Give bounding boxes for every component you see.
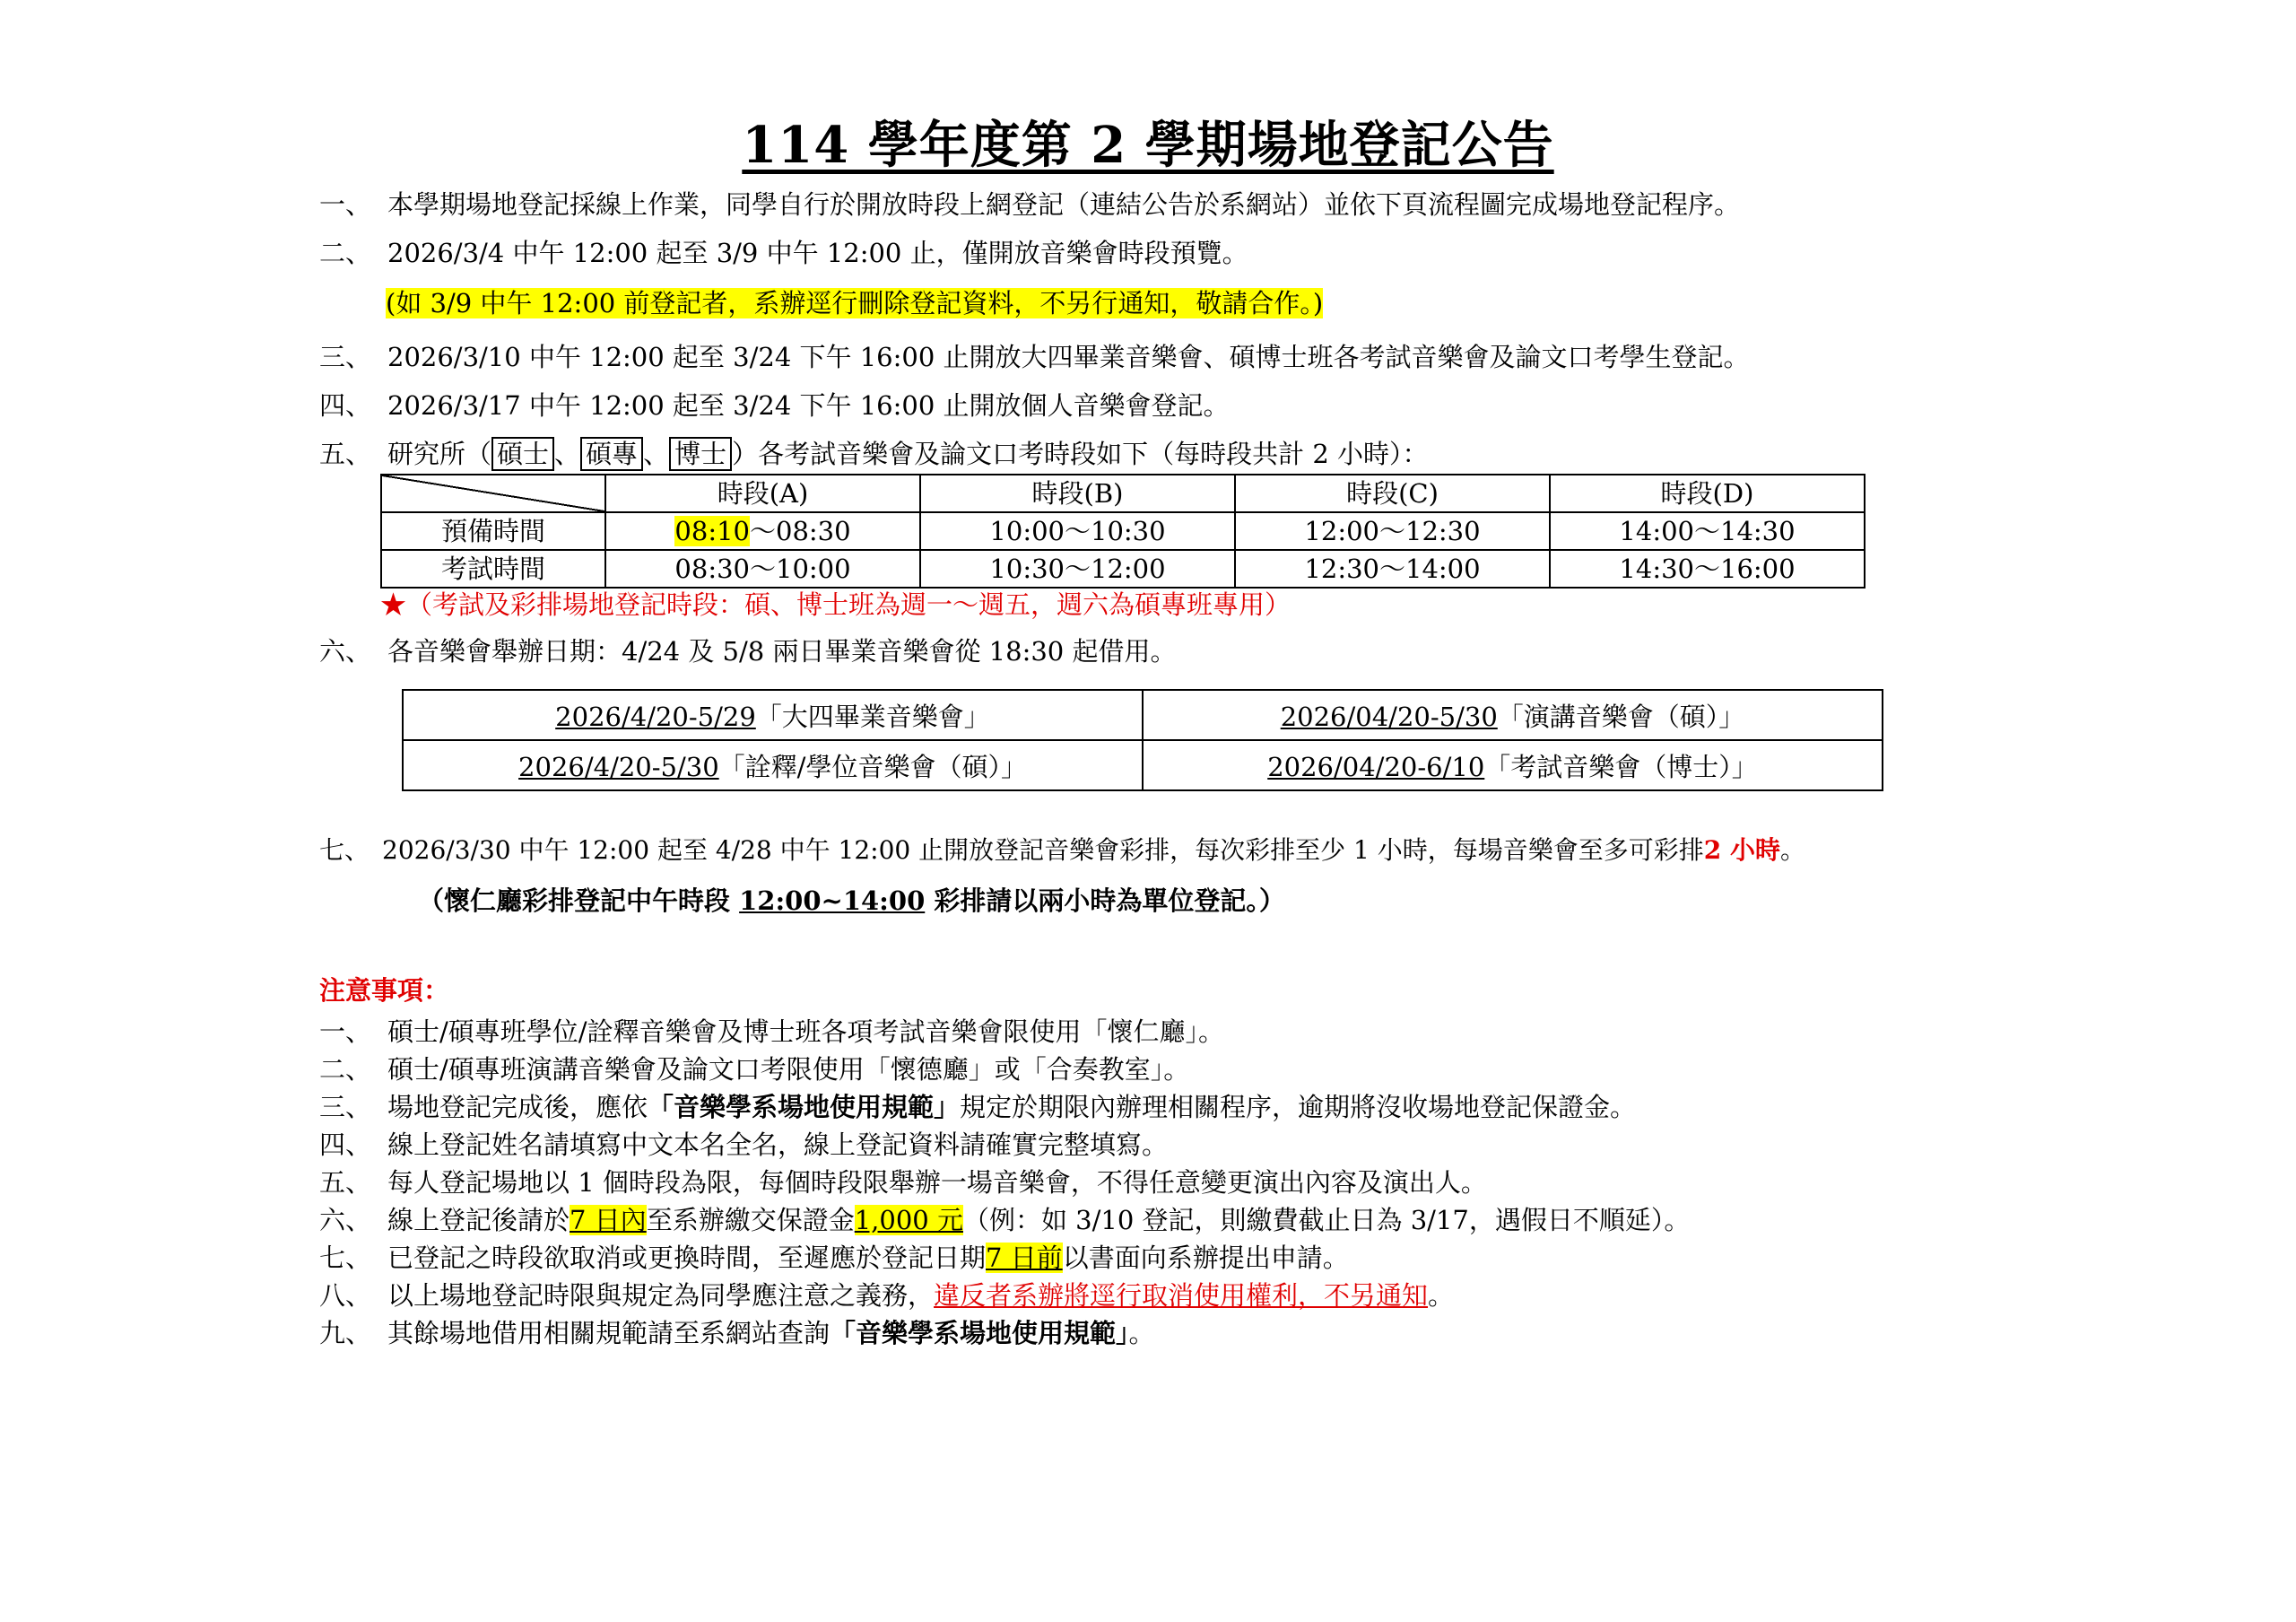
table-cell (1143, 740, 1883, 790)
item-7 (319, 833, 1805, 868)
table-cell: 10:30～12:00 (920, 550, 1235, 588)
concert-name: 「詮釋/學位音樂會（碩）」 (718, 751, 1027, 782)
note-9 (319, 1315, 1155, 1351)
note-8 (319, 1278, 1454, 1313)
item-3 (319, 339, 1750, 375)
item-2-note (386, 285, 1323, 321)
item-number: 九、 (319, 1318, 372, 1348)
item-text: 2026/3/4 中午 12:00 起至 3/9 中午 12:00 止，僅開放音樂會時段預覽。 (387, 238, 1248, 268)
item-text-post: 以書面向系辦提出申請。 (1062, 1243, 1349, 1273)
highlighted-note: (如 3/9 中午 12:00 前登記者，系辦逕行刪除登記資料，不另行通知，敬請合作。) (386, 288, 1324, 318)
item-text-pre: 場地登記完成後，應依 (387, 1092, 648, 1122)
item-5 (319, 436, 1428, 472)
item-text-post: （例：如 3/10 登記，則繳費截止日為 3/17，遇假日不順延）。 (962, 1205, 1691, 1235)
item-number: 六、 (319, 1205, 372, 1235)
note-3 (319, 1089, 1636, 1125)
table-row (381, 512, 1865, 550)
item-text: 本學期場地登記採線上作業，同學自行於開放時段上網登記（連結公告於系網站）並依下頁流程圖完成場地登記程序。 (387, 189, 1741, 220)
item-number: 六、 (319, 636, 372, 667)
item-number: 二、 (319, 1054, 372, 1085)
item-number: 七、 (319, 1243, 372, 1273)
boxed-label-masters: 碩士 (491, 437, 554, 471)
header-cell: 時段(B) (920, 475, 1235, 512)
highlight-days: 7 日前 (986, 1243, 1063, 1273)
note-pre: （懷仁廳彩排登記中午時段 (418, 885, 740, 916)
item-text-pre: 已登記之時段欲取消或更換時間，至遲應於登記日期 (387, 1243, 987, 1273)
item-number: 一、 (319, 189, 372, 220)
item-text: 各音樂會舉辦日期：4/24 及 5/8 兩日畢業音樂會從 18:30 起借用。 (387, 636, 1177, 667)
item-number: 二、 (319, 238, 372, 268)
header-cell: 時段(C) (1235, 475, 1550, 512)
table-row (403, 740, 1883, 790)
table-cell (403, 690, 1143, 740)
red-emphasis: 2 小時 (1703, 835, 1780, 865)
highlighted-time: 08:10 (674, 516, 750, 546)
item-text: 2026/3/30 中午 12:00 起至 4/28 中午 12:00 止開放登記音樂會彩排，每次彩排至少 1 小時，每場音樂會至多可彩排 (382, 835, 1704, 865)
note-post: 彩排請以兩小時為單位登記。） (925, 885, 1285, 916)
item-text-mid: 至系辦繳交保證金 (646, 1205, 855, 1235)
boxed-label-in-service: 碩專 (580, 437, 643, 471)
concert-date: 2026/04/20-5/30 (1280, 701, 1498, 732)
header-cell: 時段(D) (1550, 475, 1865, 512)
item-text-pre: 以上場地登記時限與規定為同學應注意之義務， (387, 1280, 935, 1311)
table-cell: 08:30～10:00 (605, 550, 920, 588)
bold-reference: 「音樂學系場地使用規範」 (648, 1092, 961, 1122)
item-number: 四、 (319, 390, 372, 421)
item-2 (319, 235, 1248, 271)
note-4 (319, 1127, 1168, 1163)
item-7-note (418, 883, 1285, 919)
table-cell: 14:30～16:00 (1550, 550, 1865, 588)
item-text-pre: 線上登記後請於 (387, 1205, 570, 1235)
item-4 (319, 388, 1230, 423)
note-6 (319, 1202, 1690, 1238)
item-number: 四、 (319, 1129, 372, 1160)
item-text-post: 規定於期限內辦理相關程序，逾期將沒收場地登記保證金。 (960, 1092, 1637, 1122)
concert-name: 「大四畢業音樂會」 (755, 701, 990, 732)
item-6 (319, 633, 1176, 669)
item-number: 三、 (319, 1092, 372, 1122)
item-text: 2026/3/10 中午 12:00 起至 3/24 下午 16:00 止開放大四畢業音樂會、碩博士班各考試音樂會及論文口考學生登記。 (387, 342, 1750, 372)
page-title: 114 學年度第 2 學期場地登記公告 (742, 116, 1554, 175)
concert-name: 「考試音樂會（博士）」 (1484, 751, 1758, 782)
item-text-post: ）各考試音樂會及論文口考時段如下（每時段共計 2 小時）： (732, 439, 1429, 469)
notes-heading: 注意事項： (319, 975, 450, 1006)
table-row (381, 550, 1865, 588)
table-cell: 14:00～14:30 (1550, 512, 1865, 550)
item-1 (319, 187, 1740, 222)
concert-dates-table (402, 689, 1883, 791)
schedule-table (380, 474, 1866, 589)
note-2 (319, 1051, 1189, 1087)
table-cell (403, 740, 1143, 790)
highlight-deposit: 1,000 元 (854, 1205, 963, 1235)
item-text: 2026/3/17 中午 12:00 起至 3/24 下午 16:00 止開放個人音樂會登記。 (387, 390, 1230, 421)
item-text-post: 。 (1128, 1318, 1155, 1348)
concert-date: 2026/4/20-5/30 (518, 751, 719, 782)
header-cell: 時段(A) (605, 475, 920, 512)
concert-date: 2026/4/20-5/29 (555, 701, 756, 732)
diagonal-corner-cell (381, 475, 605, 512)
item-text: 碩士/碩專班學位/詮釋音樂會及博士班各項考試音樂會限使用「懷仁廳」。 (387, 1016, 1225, 1047)
item-text-post: 。 (1428, 1280, 1455, 1311)
table-row (403, 690, 1883, 740)
item-number: 五、 (319, 1167, 372, 1198)
row-label: 預備時間 (381, 512, 605, 550)
red-warning: 違反者系辦將逕行取消使用權利，不另通知 (934, 1280, 1429, 1311)
note-time: 12:00~14:00 (739, 885, 926, 916)
note-7 (319, 1240, 1349, 1276)
table-cell (1143, 690, 1883, 740)
item-number: 三、 (319, 342, 372, 372)
item-number: 一、 (319, 1016, 372, 1047)
table-cell: 12:00～12:30 (1235, 512, 1550, 550)
highlight-deadline: 7 日內 (570, 1205, 647, 1235)
separator: 、 (643, 439, 670, 469)
item-number: 七、 (319, 835, 370, 865)
item-text: 線上登記姓名請填寫中文本名全名，線上登記資料請確實完整填寫。 (387, 1129, 1169, 1160)
item-text-pre: 其餘場地借用相關規範請至系網站查詢 (387, 1318, 831, 1348)
item-text: 碩士/碩專班演講音樂會及論文口考限使用「懷德廳」或「合奏教室」。 (387, 1054, 1190, 1085)
time-rest: ～08:30 (750, 516, 851, 546)
item-text: 每人登記場地以 1 個時段為限，每個時段限舉辦一場音樂會，不得任意變更演出內容及演出人。 (387, 1167, 1487, 1198)
table-cell: 10:00～10:30 (920, 512, 1235, 550)
schedule-note: ★（考試及彩排場地登記時段：碩、博士班為週一～週五，週六為碩專班專用） (380, 589, 1292, 620)
note-5 (319, 1164, 1487, 1200)
item-number: 八、 (319, 1280, 372, 1311)
separator: 、 (554, 439, 581, 469)
row-label: 考試時間 (381, 550, 605, 588)
boxed-label-doctoral: 博士 (669, 437, 732, 471)
concert-name: 「演講音樂會（碩）」 (1497, 701, 1745, 732)
item-text-pre: 研究所（ (387, 439, 492, 469)
note-1 (319, 1014, 1224, 1050)
table-cell: 12:30～14:00 (1235, 550, 1550, 588)
concert-date: 2026/04/20-6/10 (1267, 751, 1485, 782)
table-cell (605, 512, 920, 550)
table-header-row (381, 475, 1865, 512)
item-number: 五、 (319, 439, 372, 469)
item-end: 。 (1780, 835, 1806, 865)
bold-reference: 「音樂學系場地使用規範」 (830, 1318, 1129, 1348)
